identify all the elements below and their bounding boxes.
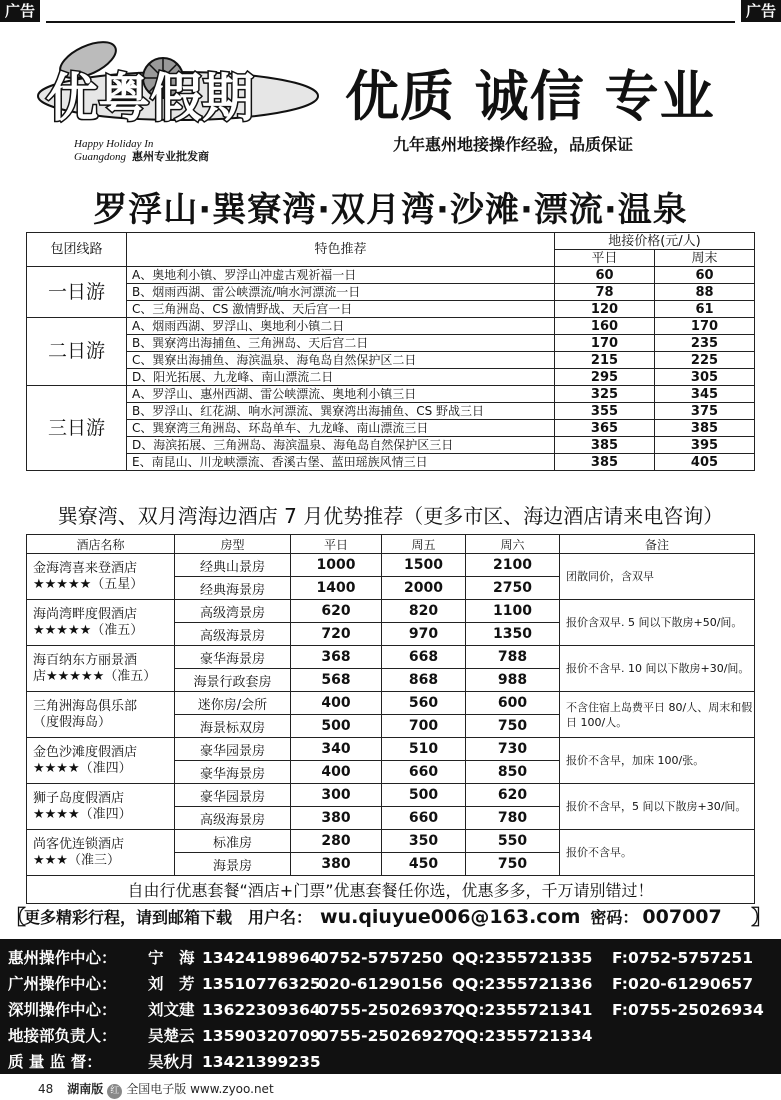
room-type: 高级湾景房 bbox=[175, 600, 291, 623]
hotel-note: 报价含双早. 5 间以下散房+50/间。 bbox=[560, 600, 755, 646]
contact-mobile[interactable]: 13590320709 bbox=[202, 1027, 321, 1045]
price-weekday: 400 bbox=[291, 692, 382, 715]
contact-mobile[interactable]: 13510776325 bbox=[202, 975, 321, 993]
hotels-header-weekday: 平日 bbox=[291, 535, 382, 554]
price-weekday: 568 bbox=[291, 669, 382, 692]
contact-fax: F:0755-25026934 bbox=[612, 1001, 764, 1019]
route-desc: B、巽寮湾出海捕鱼、三角洲岛、天后宫二日 bbox=[127, 335, 555, 352]
room-type: 海景行政套房 bbox=[175, 669, 291, 692]
route-desc: A、烟雨西湖、罗浮山、奥地利小镇二日 bbox=[127, 318, 555, 335]
contact-tel[interactable]: 0755-25026927 bbox=[318, 1027, 454, 1045]
route-group-three-day: 三日游 bbox=[27, 386, 127, 471]
bracket-right: 〗 bbox=[751, 905, 771, 929]
contact-qq: QQ:2355721334 bbox=[452, 1027, 593, 1045]
destinations-banner: 罗浮山·巽寮湾·双月湾·沙滩·漂流·温泉 bbox=[93, 190, 688, 230]
contact-person: 刘 芳 bbox=[148, 975, 195, 993]
email-link[interactable]: wu.qiuyue006@163.com bbox=[320, 906, 581, 928]
route-desc: B、罗浮山、红花湖、响水河漂流、巽寮湾出海捕鱼、CS 野战三日 bbox=[127, 403, 555, 420]
contact-person: 吴楚云 bbox=[148, 1027, 195, 1045]
contact-label: 地接部负责人： bbox=[8, 1027, 117, 1045]
route-weekday-price: 355 bbox=[555, 403, 655, 420]
price-friday: 820 bbox=[382, 600, 466, 623]
hotels-header-saturday: 周六 bbox=[466, 535, 560, 554]
price-saturday: 1100 bbox=[466, 600, 560, 623]
route-row bbox=[27, 284, 755, 301]
hotels-header-name: 酒店名称 bbox=[27, 535, 175, 554]
route-weekend-price: 60 bbox=[655, 267, 755, 284]
edition-label: 湖南版 bbox=[67, 1082, 104, 1096]
route-weekday-price: 170 bbox=[555, 335, 655, 352]
route-weekend-price: 170 bbox=[655, 318, 755, 335]
route-desc: C、三角洲岛、CS 激情野战、天后宫一日 bbox=[127, 301, 555, 318]
download-text: 更多精彩行程，请到邮箱下载 用户名： bbox=[24, 908, 313, 927]
room-type: 豪华海景房 bbox=[175, 761, 291, 784]
route-weekend-price: 385 bbox=[655, 420, 755, 437]
hotel-row bbox=[27, 692, 755, 715]
price-saturday: 780 bbox=[466, 807, 560, 830]
price-friday: 660 bbox=[382, 761, 466, 784]
ad-label-left: 广告 bbox=[0, 0, 40, 22]
hotel-name: 尚客优连锁酒店 ★★★（准三） bbox=[27, 830, 175, 876]
route-weekday-price: 120 bbox=[555, 301, 655, 318]
password-value: 007007 bbox=[642, 906, 722, 928]
route-desc: A、罗浮山、惠州西湖、雷公峡漂流、奥地利小镇三日 bbox=[127, 386, 555, 403]
contact-row bbox=[8, 945, 753, 971]
route-row bbox=[27, 318, 755, 335]
contact-mobile[interactable]: 13622309364 bbox=[202, 1001, 321, 1019]
logo-tagline: 惠州专业批发商 bbox=[131, 151, 209, 163]
price-saturday: 550 bbox=[466, 830, 560, 853]
room-type: 豪华园景房 bbox=[175, 784, 291, 807]
price-friday: 450 bbox=[382, 853, 466, 876]
price-friday: 350 bbox=[382, 830, 466, 853]
hotels-header-room: 房型 bbox=[175, 535, 291, 554]
brand-logo bbox=[28, 38, 328, 163]
price-friday: 500 bbox=[382, 784, 466, 807]
website-link[interactable]: 全国电子版 www.zyoo.net bbox=[126, 1082, 274, 1096]
route-weekday-price: 385 bbox=[555, 437, 655, 454]
route-desc: D、阳光拓展、九龙峰、南山漂流二日 bbox=[127, 369, 555, 386]
price-saturday: 600 bbox=[466, 692, 560, 715]
price-weekday: 300 bbox=[291, 784, 382, 807]
price-saturday: 1350 bbox=[466, 623, 560, 646]
hotel-row bbox=[27, 738, 755, 761]
top-divider bbox=[46, 21, 735, 23]
price-friday: 2000 bbox=[382, 577, 466, 600]
route-row bbox=[27, 454, 755, 471]
hotel-name: 金色沙滩度假酒店 ★★★★（准四） bbox=[27, 738, 175, 784]
contact-qq: QQ:2355721335 bbox=[452, 949, 593, 967]
bracket-left: 〖 bbox=[6, 905, 26, 929]
routes-header-route: 包团线路 bbox=[27, 233, 127, 267]
hotels-header-note: 备注 bbox=[560, 535, 755, 554]
contact-person: 吴秋月 bbox=[148, 1053, 195, 1071]
hotels-table bbox=[26, 534, 755, 904]
contact-mobile[interactable]: 13421399235 bbox=[202, 1053, 321, 1071]
route-weekend-price: 225 bbox=[655, 352, 755, 369]
route-weekday-price: 325 bbox=[555, 386, 655, 403]
route-group-two-day: 二日游 bbox=[27, 318, 127, 386]
subslogan: 九年惠州地接操作经验，品质保证 bbox=[393, 135, 634, 154]
route-weekend-price: 61 bbox=[655, 301, 755, 318]
room-type: 迷你房/会所 bbox=[175, 692, 291, 715]
hotel-row bbox=[27, 554, 755, 577]
route-weekday-price: 78 bbox=[555, 284, 655, 301]
route-desc: C、巽寮湾三角洲岛、环岛单车、九龙峰、南山漂流三日 bbox=[127, 420, 555, 437]
slogan: 优质 诚信 专业 bbox=[345, 65, 715, 128]
route-weekday-price: 160 bbox=[555, 318, 655, 335]
route-row bbox=[27, 386, 755, 403]
room-type: 经典山景房 bbox=[175, 554, 291, 577]
contact-fax: F:0752-5757251 bbox=[612, 949, 754, 967]
route-weekday-price: 385 bbox=[555, 454, 655, 471]
route-group-one-day: 一日游 bbox=[27, 267, 127, 318]
routes-header-weekend: 周末 bbox=[655, 250, 755, 267]
contact-label: 惠州操作中心： bbox=[8, 949, 117, 967]
contact-row bbox=[8, 1049, 612, 1075]
price-friday: 510 bbox=[382, 738, 466, 761]
price-weekday: 280 bbox=[291, 830, 382, 853]
route-weekend-price: 395 bbox=[655, 437, 755, 454]
route-row bbox=[27, 369, 755, 386]
contact-row bbox=[8, 997, 764, 1023]
contact-tel[interactable]: 020-61290156 bbox=[318, 975, 444, 993]
logo-english-line2: Guangdong bbox=[74, 151, 126, 163]
route-desc: D、海滨拓展、三角洲岛、海滨温泉、海龟岛自然保护区三日 bbox=[127, 437, 555, 454]
contact-person: 宁 海 bbox=[148, 949, 195, 967]
hotel-name: 金海湾喜来登酒店 ★★★★★（五星） bbox=[27, 554, 175, 600]
route-row bbox=[27, 437, 755, 454]
contact-fax: F:020-61290657 bbox=[612, 975, 754, 993]
route-weekend-price: 375 bbox=[655, 403, 755, 420]
hotel-name: 狮子岛度假酒店 ★★★★（准四） bbox=[27, 784, 175, 830]
hotel-row bbox=[27, 784, 755, 807]
contact-mobile[interactable]: 13424198964 bbox=[202, 949, 321, 967]
price-weekday: 720 bbox=[291, 623, 382, 646]
room-type: 海景标双房 bbox=[175, 715, 291, 738]
route-weekday-price: 295 bbox=[555, 369, 655, 386]
price-weekday: 620 bbox=[291, 600, 382, 623]
download-line bbox=[0, 904, 781, 930]
price-saturday: 750 bbox=[466, 853, 560, 876]
contact-tel[interactable]: 0752-5757250 bbox=[318, 949, 444, 967]
route-weekend-price: 405 bbox=[655, 454, 755, 471]
hotel-note: 团散同价，含双早 bbox=[560, 554, 755, 600]
hotel-note: 报价不含早，加床 100/张。 bbox=[560, 738, 755, 784]
hotel-note: 报价不含早. 10 间以下散房+30/间。 bbox=[560, 646, 755, 692]
route-row bbox=[27, 352, 755, 369]
hotel-row bbox=[27, 646, 755, 669]
room-type: 海景房 bbox=[175, 853, 291, 876]
hotel-name: 三角洲海岛俱乐部 （度假海岛） bbox=[27, 692, 175, 738]
routes-header-price: 地接价格(元/人) bbox=[555, 233, 755, 250]
price-saturday: 788 bbox=[466, 646, 560, 669]
route-weekday-price: 365 bbox=[555, 420, 655, 437]
route-weekend-price: 345 bbox=[655, 386, 755, 403]
price-friday: 970 bbox=[382, 623, 466, 646]
route-row bbox=[27, 335, 755, 352]
page-footer bbox=[38, 1080, 274, 1099]
contact-qq: QQ:2355721341 bbox=[452, 1001, 593, 1019]
price-weekday: 380 bbox=[291, 853, 382, 876]
contact-row bbox=[8, 1023, 612, 1049]
price-saturday: 850 bbox=[466, 761, 560, 784]
price-saturday: 620 bbox=[466, 784, 560, 807]
password-label: 密码： bbox=[590, 908, 639, 927]
room-type: 豪华海景房 bbox=[175, 646, 291, 669]
route-weekend-price: 305 bbox=[655, 369, 755, 386]
routes-header-feature: 特色推荐 bbox=[127, 233, 555, 267]
price-friday: 660 bbox=[382, 807, 466, 830]
page-number: 48 bbox=[38, 1082, 54, 1096]
price-weekday: 1000 bbox=[291, 554, 382, 577]
room-type: 高级海景房 bbox=[175, 807, 291, 830]
price-saturday: 2100 bbox=[466, 554, 560, 577]
price-friday: 700 bbox=[382, 715, 466, 738]
route-row bbox=[27, 403, 755, 420]
room-type: 经典海景房 bbox=[175, 577, 291, 600]
route-weekday-price: 215 bbox=[555, 352, 655, 369]
route-row bbox=[27, 420, 755, 437]
route-desc: A、奥地利小镇、罗浮山冲虚古观祈福一日 bbox=[127, 267, 555, 284]
hotel-note: 不含住宿上岛费平日 80/人、周末和假日 100/人。 bbox=[560, 692, 755, 738]
price-weekday: 1400 bbox=[291, 577, 382, 600]
price-friday: 668 bbox=[382, 646, 466, 669]
hotel-note: 报价不含早，5 间以下散房+30/间。 bbox=[560, 784, 755, 830]
contact-label: 质 量 监 督： bbox=[8, 1053, 102, 1071]
route-desc: B、烟雨西湖、雷公峡漂流/响水河漂流一日 bbox=[127, 284, 555, 301]
contact-label: 深圳操作中心： bbox=[8, 1001, 117, 1019]
contact-qq: QQ:2355721336 bbox=[452, 975, 593, 993]
price-friday: 868 bbox=[382, 669, 466, 692]
logo-artwork bbox=[28, 38, 328, 128]
price-saturday: 988 bbox=[466, 669, 560, 692]
route-desc: E、南昆山、川龙峡漂流、香溪古堡、蓝田瑶族风情三日 bbox=[127, 454, 555, 471]
hotel-row bbox=[27, 600, 755, 623]
logo-english-line1: Happy Holiday In bbox=[74, 138, 154, 150]
routes-header-weekday: 平日 bbox=[555, 250, 655, 267]
routes-table bbox=[26, 232, 755, 471]
price-friday: 560 bbox=[382, 692, 466, 715]
price-weekday: 380 bbox=[291, 807, 382, 830]
edition-badge-icon: 红 bbox=[107, 1084, 122, 1099]
room-type: 标准房 bbox=[175, 830, 291, 853]
price-saturday: 730 bbox=[466, 738, 560, 761]
hotels-section-title: 巽寮湾、双月湾海边酒店 7 月优势推荐（更多市区、海边酒店请来电咨询） bbox=[57, 504, 724, 528]
price-weekday: 368 bbox=[291, 646, 382, 669]
ad-label-right: 广告 bbox=[741, 0, 781, 22]
hotel-name: 海尚湾畔度假酒店 ★★★★★（准五） bbox=[27, 600, 175, 646]
hotels-header-friday: 周五 bbox=[382, 535, 466, 554]
route-weekend-price: 235 bbox=[655, 335, 755, 352]
price-saturday: 750 bbox=[466, 715, 560, 738]
price-weekday: 340 bbox=[291, 738, 382, 761]
route-row bbox=[27, 301, 755, 318]
price-weekday: 400 bbox=[291, 761, 382, 784]
route-row bbox=[27, 267, 755, 284]
room-type: 豪华园景房 bbox=[175, 738, 291, 761]
price-weekday: 500 bbox=[291, 715, 382, 738]
logo-title: 优粤假期 bbox=[46, 69, 255, 128]
room-type: 高级海景房 bbox=[175, 623, 291, 646]
hotel-row bbox=[27, 830, 755, 853]
contact-label: 广州操作中心： bbox=[8, 975, 117, 993]
header bbox=[0, 24, 781, 176]
contact-tel[interactable]: 0755-25026937 bbox=[318, 1001, 454, 1019]
hotel-name: 海百纳东方丽景酒 店★★★★★（准五） bbox=[27, 646, 175, 692]
contact-person: 刘文建 bbox=[148, 1001, 195, 1019]
price-friday: 1500 bbox=[382, 554, 466, 577]
route-desc: C、巽寮出海捕鱼、海滨温泉、海龟岛自然保护区二日 bbox=[127, 352, 555, 369]
contacts-panel bbox=[0, 939, 781, 1074]
route-weekday-price: 60 bbox=[555, 267, 655, 284]
price-saturday: 2750 bbox=[466, 577, 560, 600]
package-promo: 自由行优惠套餐“酒店+门票”优惠套餐任你选，优惠多多，千万请别错过！ bbox=[27, 876, 755, 904]
logo-subtitle bbox=[74, 138, 209, 164]
route-weekend-price: 88 bbox=[655, 284, 755, 301]
hotel-note: 报价不含早。 bbox=[560, 830, 755, 876]
contact-row bbox=[8, 971, 753, 997]
